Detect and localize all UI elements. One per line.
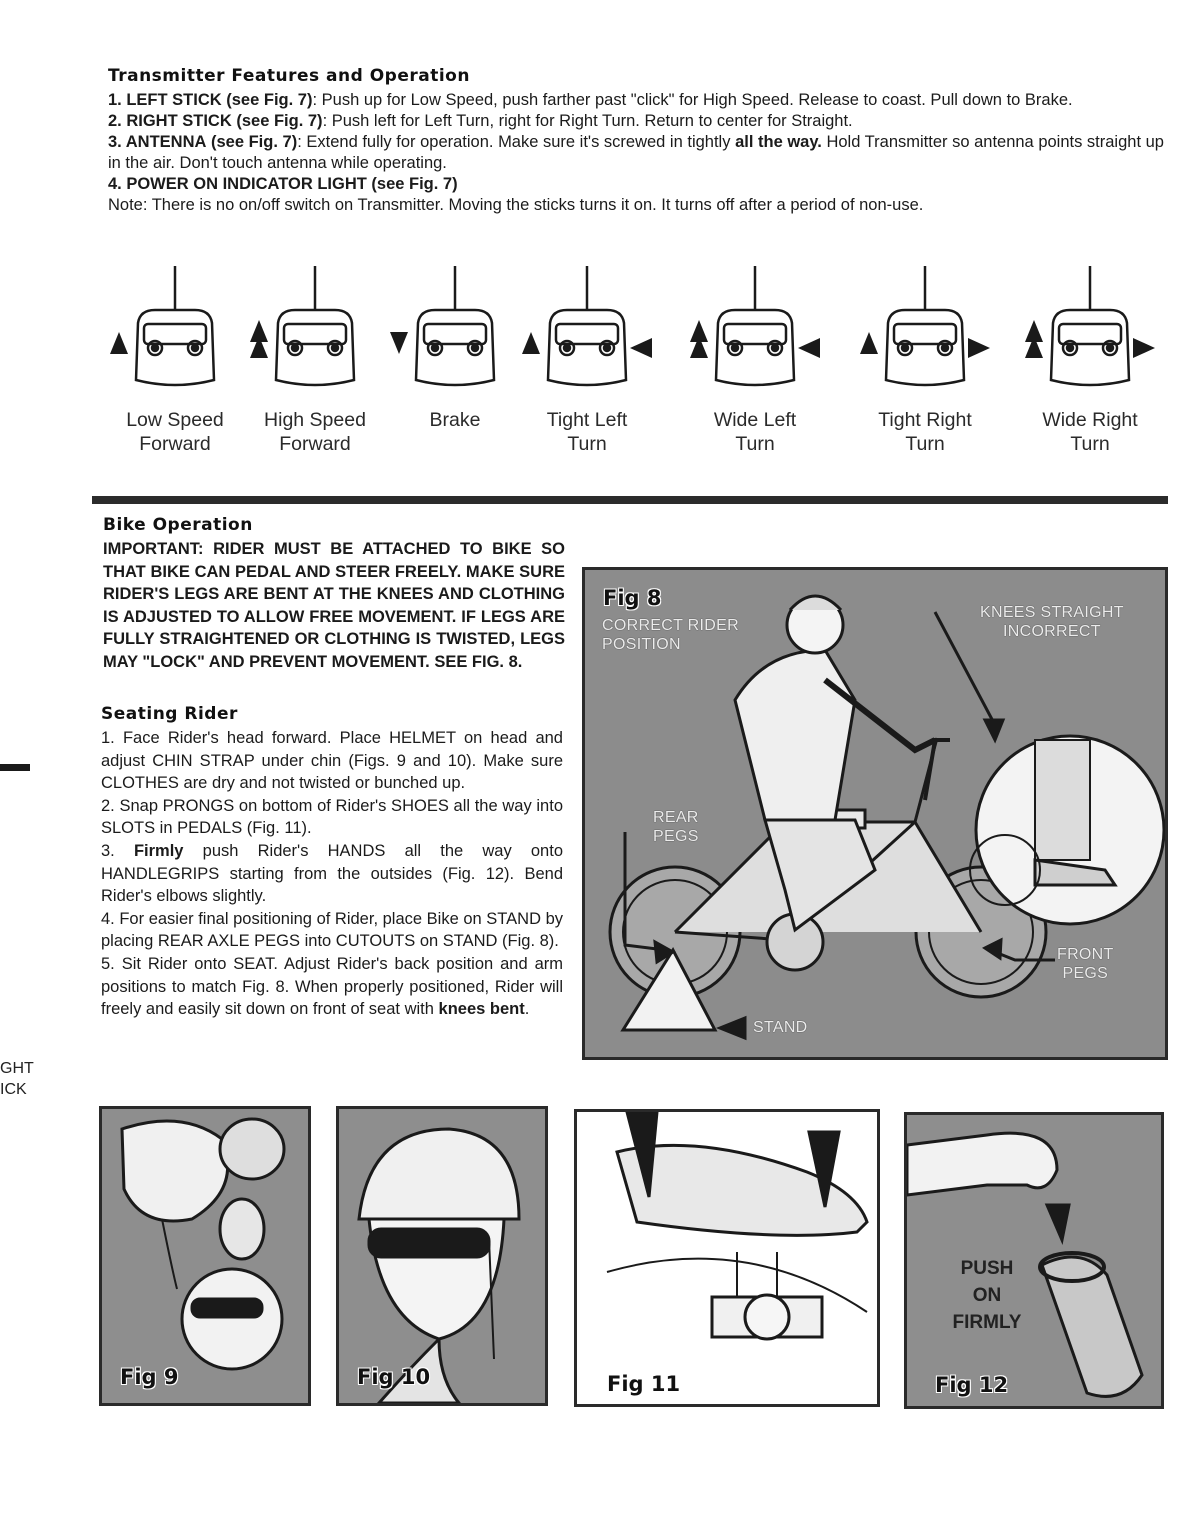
transmitter-icon [850, 258, 1000, 398]
fig-12-hands-on-grips [904, 1112, 1164, 1409]
control-diagram [850, 258, 1000, 478]
correct-rider-position-callout: CORRECT RIDER POSITION [602, 617, 739, 653]
seating-step-4: 4. For easier final positioning of Rider, place Bike on STAND by placing REAR AXLE PEGS into CUTOUTS on STAND (Fig. 8). [101, 909, 563, 951]
fig-11-illustration [577, 1112, 877, 1404]
arrow-left-icon [798, 338, 820, 358]
transmitter-item-1 [108, 90, 1168, 111]
fig-10-illustration [339, 1109, 545, 1403]
fig-10-label: Fig 10 [357, 1365, 431, 1389]
control-label: Low Speed Forward [126, 409, 224, 455]
transmitter-item-3 [108, 132, 1168, 174]
item-ref: (see Fig. 7) [226, 91, 313, 109]
stand-callout: STAND [753, 1019, 808, 1036]
item-text: : Push left for Left Turn, right for Right Turn. Return to center for Straight. [322, 112, 853, 130]
item-text: : Extend fully for operation. Make sure it's screwed in tightly [297, 133, 736, 151]
item-ref: (see Fig. 7) [211, 133, 298, 151]
seating-section [101, 704, 563, 1021]
bike-heading: Bike Operation [103, 515, 253, 535]
arrow-left-icon [630, 338, 652, 358]
transmitter-section [108, 66, 1168, 216]
transmitter-item-4 [108, 174, 1168, 195]
item-bold-tail: all the way. [735, 133, 822, 151]
control-diagram [512, 258, 662, 478]
item-title: 3. ANTENNA [108, 133, 207, 151]
control-label: Wide Left Turn [713, 409, 797, 455]
control-diagram [240, 258, 390, 478]
fig-9-helmet-chin-strap [99, 1106, 311, 1406]
arrow-right-icon [1133, 338, 1155, 358]
control-label: Tight Left Turn [546, 409, 628, 455]
margin-cutoff-text: GHT ICK [0, 1060, 34, 1098]
arrow-up-icon [860, 332, 878, 354]
transmitter-icon [100, 258, 250, 398]
transmitter-note: Note: There is no on/off switch on Transmitter. Moving the sticks turns it on. It turns off after a period of non-use. [108, 196, 924, 214]
control-label: Tight Right Turn [878, 409, 972, 455]
control-diagrams [100, 258, 1180, 478]
knees-straight-incorrect-callout: KNEES STRAIGHT INCORRECT [980, 604, 1124, 640]
item-text-2: Hold Transmitter so antenna points straight up in the air. Don't touch antenna while operating. [108, 133, 1164, 172]
item-title: 4. POWER ON INDICATOR LIGHT [108, 175, 367, 193]
section-divider [92, 496, 1168, 504]
control-diagram [100, 258, 250, 478]
transmitter-icon [240, 258, 390, 398]
control-diagram [380, 258, 530, 478]
fig-9-illustration [102, 1109, 308, 1403]
control-label: Brake [429, 409, 481, 431]
margin-bar [0, 764, 30, 771]
emphasis: knees bent [438, 1000, 525, 1019]
transmitter-icon [680, 258, 830, 398]
seating-step-2: 2. Snap PRONGS on bottom of Rider's SHOES all the way into SLOTS in PEDALS (Fig. 11). [101, 796, 563, 838]
fig-8-correct-rider-position [582, 567, 1168, 1060]
transmitter-heading: Transmitter Features and Operation [108, 66, 470, 86]
item-ref: (see Fig. 7) [371, 175, 458, 193]
item-ref: (see Fig. 7) [236, 112, 323, 130]
transmitter-icon [1015, 258, 1165, 398]
control-label: Wide Right Turn [1042, 409, 1138, 455]
transmitter-icon [380, 258, 530, 398]
bike-operation-section [103, 515, 565, 673]
fig-11-label: Fig 11 [607, 1372, 681, 1396]
front-pegs-callout: FRONT PEGS [1057, 946, 1114, 982]
fig-11-shoe-into-pedal [574, 1109, 880, 1407]
arrow-up-icon [110, 332, 128, 354]
control-label: High Speed Forward [264, 409, 366, 455]
fig-10-helmet-on [336, 1106, 548, 1406]
seating-step-3: 3. Firmly push Rider's HANDS all the way onto HANDLEGRIPS starting from the outsides (Fig. 12). Bend Rider's elbows slightly. [101, 841, 563, 906]
fig-12-label: Fig 12 [935, 1373, 1009, 1397]
emphasis: Firmly [133, 841, 184, 860]
seating-step-5: 5. Sit Rider onto SEAT. Adjust Rider's back position and arm positions to match Fig. 8. When properly positioned, Rider will freely and easily sit down on front of seat with knees bent. [101, 954, 563, 1019]
arrow-right-icon [968, 338, 990, 358]
transmitter-icon [512, 258, 662, 398]
control-diagram [680, 258, 830, 478]
push-on-firmly-text: PUSH ON FIRMLY [952, 1258, 1022, 1333]
bike-warning: IMPORTANT: RIDER MUST BE ATTACHED TO BIKE SO THAT BIKE CAN PEDAL AND STEER FREELY. MAKE SURE RIDER'S LEGS ARE BENT AT THE KNEES AND CLOTHING IS ADJUSTED TO ALLOW FREE MOVEMENT. IF LEGS ARE FULLY STRAIGHTENED OR CLOTHING IS TWISTED, LEGS MAY "LOCK" AND PREVENT MOVEMENT. SEE FIG. 8. [103, 540, 565, 671]
transmitter-item-2 [108, 111, 1168, 132]
rear-pegs-callout: REAR PEGS [653, 809, 699, 845]
control-diagram [1015, 258, 1165, 478]
seating-step-1: 1. Face Rider's head forward. Place HELMET on head and adjust CHIN STRAP under chin (Figs. 9 and 10). Make sure CLOTHES are dry and not twisted or bunched up. [101, 729, 563, 793]
seating-heading: Seating Rider [101, 704, 238, 724]
arrow-down-icon [390, 332, 408, 354]
fig-8-label: Fig 8 [603, 586, 662, 610]
item-title: 1. LEFT STICK [108, 91, 222, 109]
item-text: : Push up for Low Speed, push farther past "click" for High Speed. Release to coast. Pull down to Brake. [312, 91, 1073, 109]
fig-9-label: Fig 9 [120, 1365, 179, 1389]
arrow-up-icon [522, 332, 540, 354]
item-title: 2. RIGHT STICK [108, 112, 232, 130]
